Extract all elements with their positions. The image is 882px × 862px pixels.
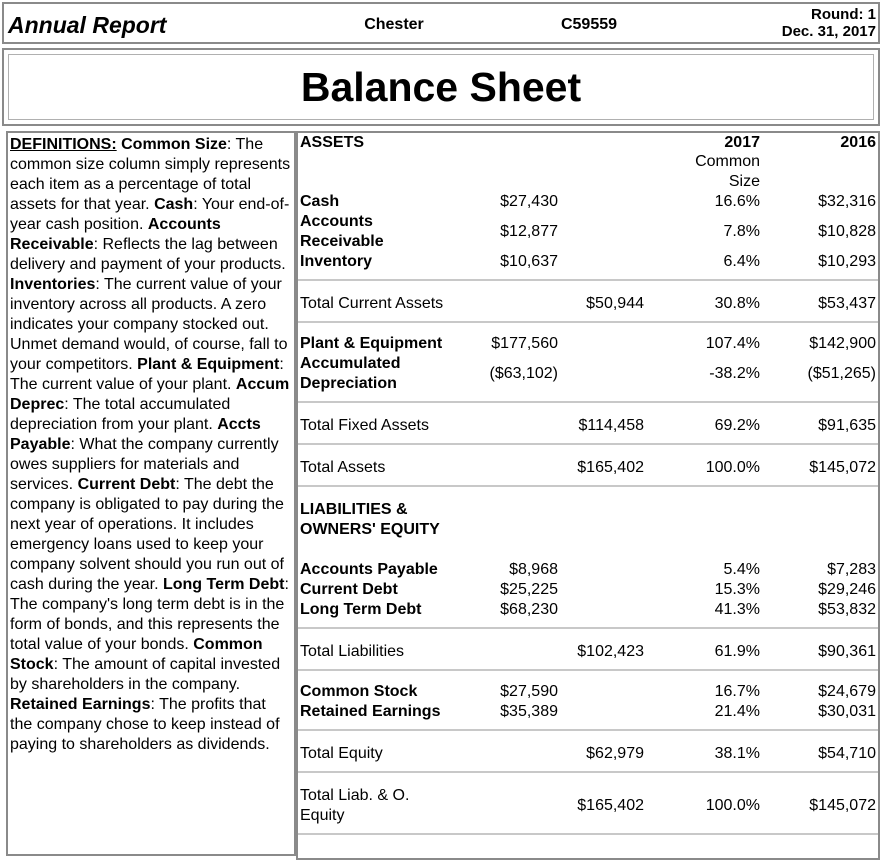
company-name: Chester [364,16,424,33]
assets-heading: ASSETS [300,134,365,151]
row-divider [298,627,878,629]
row-tca-pct: 30.8% [714,295,760,312]
row-te-prev: $54,710 [818,745,876,762]
col-header-size: Size [728,173,760,190]
row-tle-label-1: Total Liab. & O. [300,787,410,804]
definition-text: The current value of your inventory across all products. A zero indicates your company stocked out. Unmet demand would, of course, fall to your competitors. [10,276,288,373]
row-tca-label: Total Current Assets [300,295,444,312]
row-plant-label: Plant & Equipment [300,335,443,352]
row-cash-prev: $32,316 [818,193,876,210]
row-tle-prev: $145,072 [809,797,876,814]
definition-text: The company's long term debt is in the form of bonds, and this represents the total value of your bonds. [10,596,285,653]
definition-term: Plant & Equipment [137,356,280,373]
page-title: Balance Sheet [300,64,582,110]
row-ta-total: $165,402 [577,459,644,476]
definition-text: The profits that the company chose to keep instead of paying to shareholders as dividends. [10,696,280,753]
row-cash-label: Cash [300,193,340,210]
definition-term: Common Size [121,136,227,153]
row-cash-value: $27,430 [500,193,558,210]
row-ta-label: Total Assets [300,459,386,476]
report-date: Dec. 31, 2017 [781,23,876,40]
definition-term: Current Debt [77,476,176,493]
definitions-panel [6,131,296,856]
definitions-heading: DEFINITIONS: [10,136,117,153]
row-divider [298,833,878,835]
definition-text: The total accumulated depreciation from your plant. [10,396,231,433]
row-cd-label: Current Debt [300,581,398,598]
row-ap-prev: $7,283 [827,561,876,578]
row-tl-total: $102,423 [577,643,644,660]
row-plant-pct: 107.4% [705,335,760,352]
definition-term: Common Stock [10,636,263,673]
report-header [2,2,880,44]
row-ar-label-2: Receivable [300,233,384,250]
row-ta-prev: $145,072 [809,459,876,476]
row-inventory-prev: $10,293 [818,253,876,270]
row-divider [298,321,878,323]
row-ap-value: $8,968 [509,561,558,578]
row-accum-value: ($63,102) [489,365,558,382]
row-cs-pct: 16.7% [714,683,760,700]
row-accum-pct: -38.2% [709,365,760,382]
definition-term: Accounts Receivable [10,216,221,253]
col-header-common: Common [695,153,760,170]
row-ar-pct: 7.8% [723,223,760,240]
definition-text: Your end-of-year cash position. [10,196,290,233]
row-inventory-value: $10,637 [500,253,558,270]
definition-separator: : [175,476,184,493]
definition-separator: : [64,396,73,413]
definition-text: The current value of your plant. [10,376,236,393]
row-tl-pct: 61.9% [714,643,760,660]
row-divider [298,729,878,731]
row-accum-prev: ($51,265) [807,365,876,382]
row-divider [298,443,878,445]
definition-separator: : [70,436,80,453]
row-cash-pct: 16.6% [714,193,760,210]
definitions-list [10,136,290,753]
row-ta-pct: 100.0% [705,459,760,476]
row-re-prev: $30,031 [818,703,876,720]
definition-text: The common size column simply represents each item as a percentage of total assets for that year. [10,136,291,213]
round-info [782,6,876,40]
col-header-2017: 2017 [724,134,760,151]
row-inventory-pct: 6.4% [723,253,760,270]
row-te-total: $62,979 [586,745,644,762]
row-accum-label-1: Accumulated [300,355,401,372]
row-divider [298,401,878,403]
definition-separator: : [95,276,104,293]
balance-sheet-table [296,131,880,860]
liabilities-heading-2: OWNERS' EQUITY [300,521,440,538]
definition-text: The debt the company is obligated to pay during the next year of operations. It includes emergency loans used to keep your company solvent should you run out of cash during the year. [10,476,284,593]
row-re-label: Retained Earnings [300,703,441,720]
row-cs-prev: $24,679 [818,683,876,700]
row-inventory-label: Inventory [300,253,373,270]
row-tfa-total: $114,458 [578,417,644,434]
definition-separator: : [284,576,289,593]
definition-term: Long Term Debt [162,576,285,593]
row-ltd-pct: 41.3% [714,601,760,618]
row-divider [298,771,878,773]
row-re-pct: 21.4% [714,703,760,720]
row-ar-value: $12,877 [500,223,558,240]
row-ap-pct: 5.4% [723,561,760,578]
row-divider [298,279,878,281]
row-tfa-pct: 69.2% [714,417,760,434]
page-title-box [2,48,880,126]
row-ap-label: Accounts Payable [300,561,438,578]
row-te-label: Total Equity [300,745,383,762]
row-ar-prev: $10,828 [818,223,876,240]
round-label: Round: 1 [811,6,876,23]
row-tle-total: $165,402 [577,797,644,814]
row-ltd-label: Long Term Debt [300,601,422,618]
company-code: C59559 [560,16,618,33]
row-tl-prev: $90,361 [818,643,876,660]
definition-text: Reflects the lag between delivery and payment of your products. [10,236,286,273]
row-cd-prev: $29,246 [818,581,876,598]
row-tle-pct: 100.0% [705,797,760,814]
liabilities-heading-1: LIABILITIES & [300,501,408,518]
definition-text: What the company currently owes suppliers for materials and services. [10,436,279,493]
col-header-2016: 2016 [840,134,876,151]
definition-separator: : [193,196,202,213]
row-tl-label: Total Liabilities [300,643,405,660]
row-plant-value: $177,560 [491,335,558,352]
definition-term: Accum Deprec [10,376,290,413]
row-ltd-value: $68,230 [500,601,558,618]
row-cd-pct: 15.3% [714,581,760,598]
row-te-pct: 38.1% [714,745,760,762]
row-tfa-prev: $91,635 [818,417,876,434]
definition-term: Retained Earnings [10,696,151,713]
row-tfa-label: Total Fixed Assets [300,417,429,434]
definition-term: Accts Payable [10,416,261,453]
definition-separator: : [279,356,284,373]
row-tle-label-2: Equity [300,807,345,824]
row-accum-label-2: Depreciation [300,375,397,392]
row-ltd-prev: $53,832 [818,601,876,618]
row-ar-label-1: Accounts [300,213,373,230]
definition-separator: : [53,656,63,673]
row-divider [298,669,878,671]
row-divider [298,485,878,487]
row-plant-prev: $142,900 [809,335,876,352]
row-tca-total: $50,944 [586,295,644,312]
row-re-value: $35,389 [500,703,558,720]
row-cs-label: Common Stock [300,683,418,700]
definition-text: The amount of capital invested by shareholders in the company. [10,656,281,693]
definition-term: Inventories [10,276,96,293]
report-title: Annual Report [8,12,167,38]
definition-term: Cash [154,196,194,213]
definition-separator: : [226,136,236,153]
row-cd-value: $25,225 [500,581,558,598]
row-tca-prev: $53,437 [818,295,876,312]
definition-separator: : [93,236,103,253]
row-cs-value: $27,590 [500,683,558,700]
definition-separator: : [150,696,160,713]
